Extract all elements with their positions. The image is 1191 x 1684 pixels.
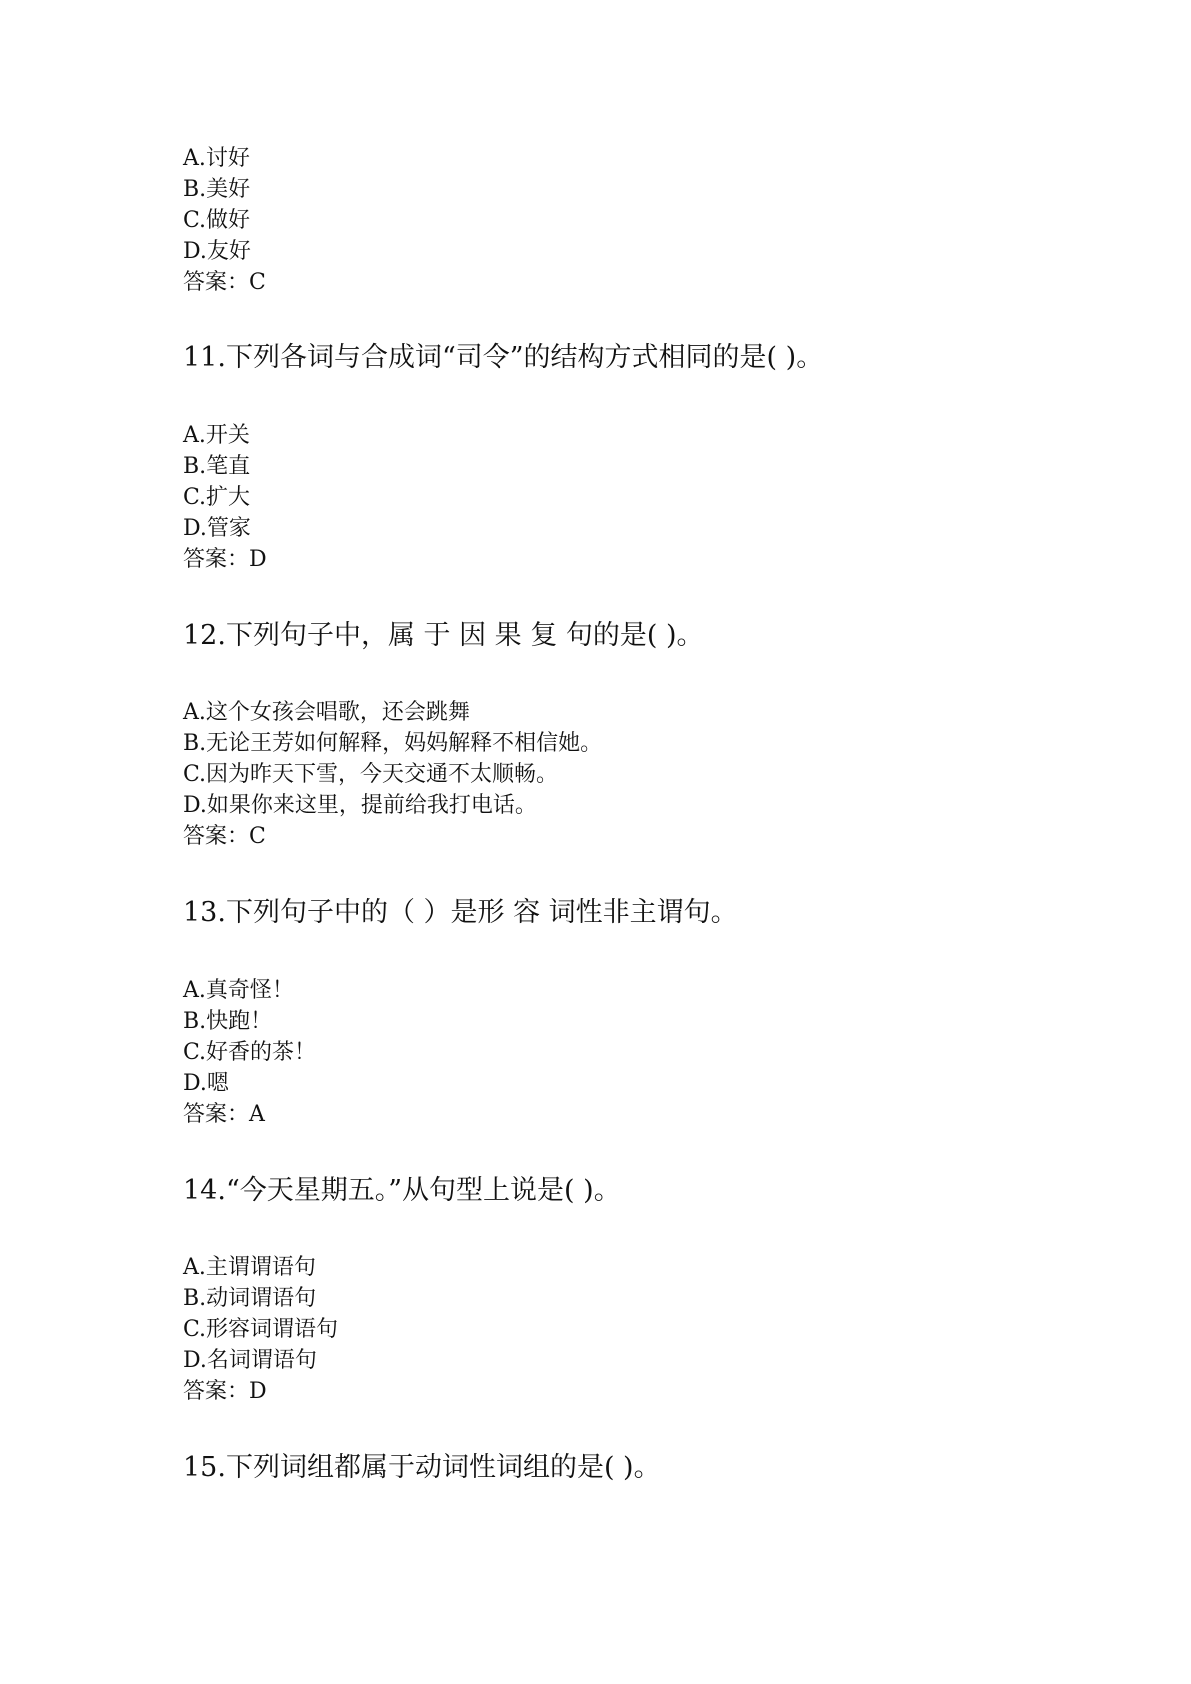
- option-d: D.嗯: [183, 1071, 229, 1096]
- question-13-options: [183, 975, 1083, 1130]
- option-a: A.主谓谓语句: [183, 1255, 316, 1280]
- question-10-options: [183, 143, 1083, 298]
- question-11-stem: 11.下列各词与合成词“司令”的结构方式相同的是( )。: [183, 342, 824, 373]
- option-c: C.因为昨天下雪，今天交通不太顺畅。: [183, 762, 559, 787]
- question-11-options: [183, 420, 1083, 575]
- answer-line: 答案：D: [183, 547, 267, 572]
- option-c: C.形容词谓语句: [183, 1317, 339, 1342]
- option-c: C.扩大: [183, 485, 251, 510]
- question-14-stem: 14.“今天星期五。”从句型上说是( )。: [183, 1175, 621, 1206]
- question-15-stem: 15.下列词组都属于动词性词组的是( )。: [183, 1452, 661, 1483]
- option-b: B.无论王芳如何解释，妈妈解释不相信她。: [183, 731, 603, 756]
- answer-line: 答案：D: [183, 1379, 267, 1404]
- option-d: D.如果你来这里，提前给我打电话。: [183, 793, 537, 818]
- option-d: D.友好: [183, 239, 251, 264]
- option-d: D.名词谓语句: [183, 1348, 317, 1373]
- option-c: C.做好: [183, 208, 251, 233]
- option-a: A.讨好: [183, 146, 250, 171]
- option-b: B.笔直: [183, 454, 251, 479]
- question-13-stem: 13.下列句子中的（ ）是形 容 词性非主谓句。: [183, 897, 738, 928]
- option-a: A.这个女孩会唱歌，还会跳舞: [183, 700, 470, 725]
- question-14-options: [183, 1252, 1083, 1407]
- question-12-stem: 12.下列句子中，属 于 因 果 复 句的是( )。: [183, 620, 704, 651]
- question-12-options: [183, 697, 1083, 852]
- option-b: B.美好: [183, 177, 251, 202]
- option-a: A.开关: [183, 423, 250, 448]
- option-c: C.好香的茶！: [183, 1040, 317, 1065]
- option-b: B.动词谓语句: [183, 1286, 317, 1311]
- answer-line: 答案：C: [183, 270, 266, 295]
- option-a: A.真奇怪！: [183, 978, 294, 1003]
- answer-line: 答案：C: [183, 824, 266, 849]
- answer-line: 答案：A: [183, 1102, 265, 1127]
- option-d: D.管家: [183, 516, 251, 541]
- option-b: B.快跑！: [183, 1009, 273, 1034]
